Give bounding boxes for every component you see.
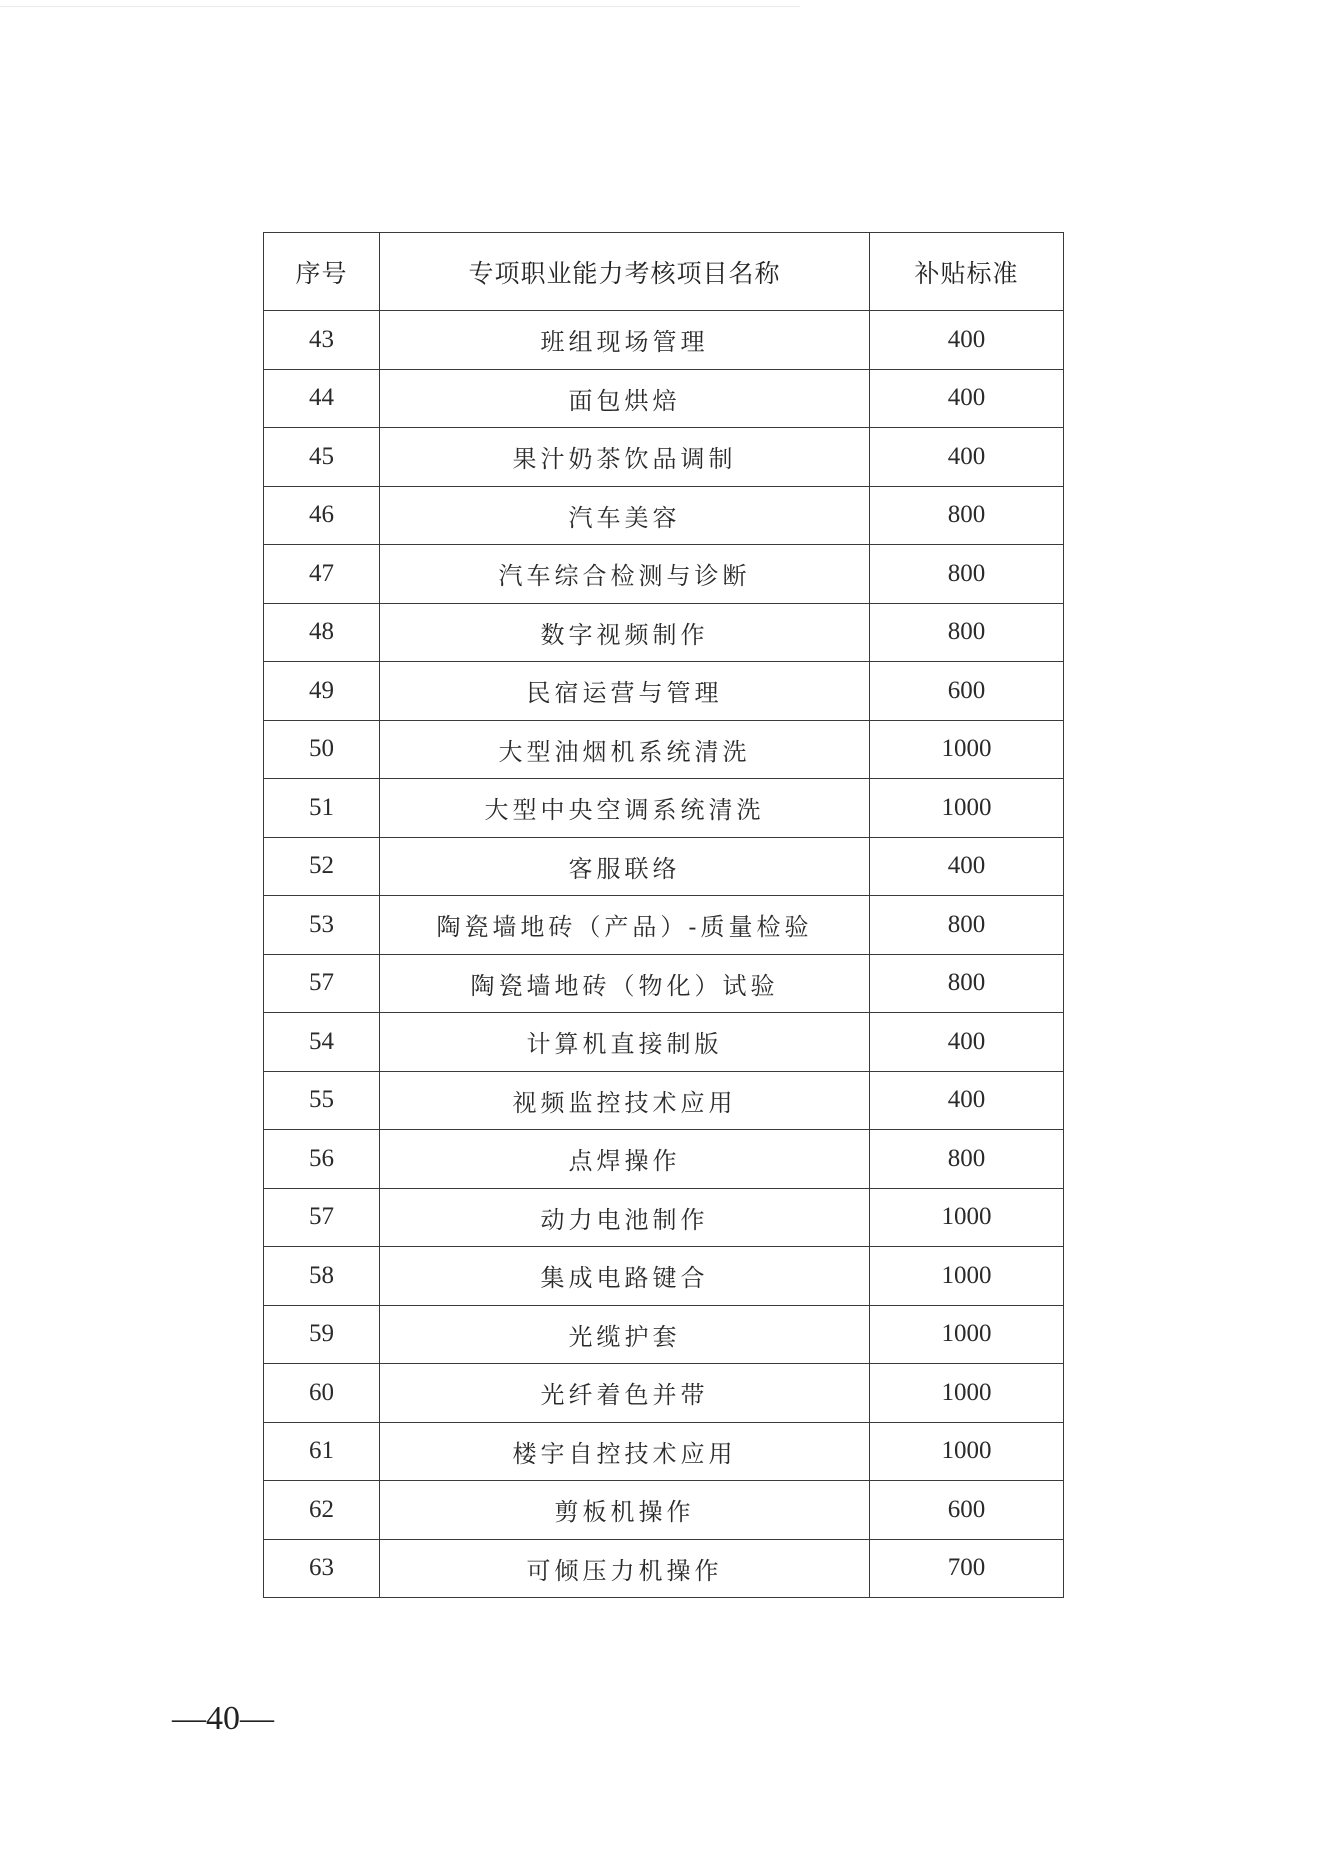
serial-number-cell: 45 xyxy=(264,428,380,487)
table-row xyxy=(264,1539,1064,1598)
project-name-cell: 动力电池制作 xyxy=(380,1188,870,1247)
subsidy-cell: 600 xyxy=(870,1481,1064,1540)
table-row xyxy=(264,1071,1064,1130)
project-name-cell: 果汁奶茶饮品调制 xyxy=(380,428,870,487)
subsidy-cell: 1000 xyxy=(870,720,1064,779)
serial-number-cell: 49 xyxy=(264,662,380,721)
project-name-cell: 面包烘焙 xyxy=(380,369,870,428)
serial-number-cell: 50 xyxy=(264,720,380,779)
project-name-cell: 客服联络 xyxy=(380,837,870,896)
project-name-cell: 视频监控技术应用 xyxy=(380,1071,870,1130)
table-row xyxy=(264,1247,1064,1306)
table-row xyxy=(264,369,1064,428)
page-number: —40— xyxy=(172,1700,274,1737)
serial-number-cell: 62 xyxy=(264,1481,380,1540)
subsidy-cell: 600 xyxy=(870,662,1064,721)
serial-number-cell: 43 xyxy=(264,311,380,370)
table-row xyxy=(264,954,1064,1013)
subsidy-cell: 800 xyxy=(870,603,1064,662)
serial-number-cell: 53 xyxy=(264,896,380,955)
project-name-cell: 可倾压力机操作 xyxy=(380,1539,870,1598)
table-row xyxy=(264,545,1064,604)
table-row xyxy=(264,1188,1064,1247)
table-row xyxy=(264,720,1064,779)
project-name-cell: 大型中央空调系统清洗 xyxy=(380,779,870,838)
subsidy-cell: 400 xyxy=(870,1071,1064,1130)
header-serial-number: 序号 xyxy=(264,233,380,311)
serial-number-cell: 52 xyxy=(264,837,380,896)
subsidy-cell: 400 xyxy=(870,369,1064,428)
project-name-cell: 大型油烟机系统清洗 xyxy=(380,720,870,779)
subsidy-cell: 800 xyxy=(870,896,1064,955)
subsidy-table xyxy=(263,232,1064,1598)
project-name-cell: 剪板机操作 xyxy=(380,1481,870,1540)
serial-number-cell: 44 xyxy=(264,369,380,428)
serial-number-cell: 57 xyxy=(264,1188,380,1247)
page-edge-line xyxy=(0,6,800,7)
subsidy-cell: 1000 xyxy=(870,1188,1064,1247)
subsidy-cell: 400 xyxy=(870,428,1064,487)
table-row xyxy=(264,1130,1064,1189)
table-row xyxy=(264,662,1064,721)
subsidy-cell: 800 xyxy=(870,545,1064,604)
serial-number-cell: 54 xyxy=(264,1013,380,1072)
subsidy-cell: 400 xyxy=(870,1013,1064,1072)
serial-number-cell: 59 xyxy=(264,1305,380,1364)
table-row xyxy=(264,779,1064,838)
serial-number-cell: 63 xyxy=(264,1539,380,1598)
table-header-row xyxy=(264,233,1064,311)
table-row xyxy=(264,1481,1064,1540)
table-row xyxy=(264,603,1064,662)
subsidy-table-container xyxy=(263,232,1063,1598)
table-body xyxy=(264,311,1064,1598)
project-name-cell: 民宿运营与管理 xyxy=(380,662,870,721)
project-name-cell: 汽车综合检测与诊断 xyxy=(380,545,870,604)
project-name-cell: 数字视频制作 xyxy=(380,603,870,662)
serial-number-cell: 57 xyxy=(264,954,380,1013)
subsidy-cell: 1000 xyxy=(870,779,1064,838)
project-name-cell: 陶瓷墙地砖（物化）试验 xyxy=(380,954,870,1013)
project-name-cell: 光纤着色并带 xyxy=(380,1364,870,1423)
serial-number-cell: 61 xyxy=(264,1422,380,1481)
table-row xyxy=(264,896,1064,955)
subsidy-cell: 1000 xyxy=(870,1422,1064,1481)
subsidy-cell: 800 xyxy=(870,486,1064,545)
serial-number-cell: 46 xyxy=(264,486,380,545)
header-subsidy-standard: 补贴标准 xyxy=(870,233,1064,311)
serial-number-cell: 60 xyxy=(264,1364,380,1423)
subsidy-cell: 1000 xyxy=(870,1364,1064,1423)
serial-number-cell: 55 xyxy=(264,1071,380,1130)
project-name-cell: 汽车美容 xyxy=(380,486,870,545)
subsidy-cell: 800 xyxy=(870,954,1064,1013)
project-name-cell: 集成电路键合 xyxy=(380,1247,870,1306)
table-row xyxy=(264,1422,1064,1481)
table-row xyxy=(264,837,1064,896)
table-row xyxy=(264,311,1064,370)
subsidy-cell: 800 xyxy=(870,1130,1064,1189)
table-row xyxy=(264,1364,1064,1423)
subsidy-cell: 700 xyxy=(870,1539,1064,1598)
table-row xyxy=(264,1013,1064,1072)
header-project-name: 专项职业能力考核项目名称 xyxy=(380,233,870,311)
serial-number-cell: 58 xyxy=(264,1247,380,1306)
subsidy-cell: 400 xyxy=(870,837,1064,896)
subsidy-cell: 1000 xyxy=(870,1247,1064,1306)
table-row xyxy=(264,486,1064,545)
table-row xyxy=(264,428,1064,487)
serial-number-cell: 48 xyxy=(264,603,380,662)
project-name-cell: 计算机直接制版 xyxy=(380,1013,870,1072)
project-name-cell: 班组现场管理 xyxy=(380,311,870,370)
project-name-cell: 楼宇自控技术应用 xyxy=(380,1422,870,1481)
subsidy-cell: 400 xyxy=(870,311,1064,370)
serial-number-cell: 51 xyxy=(264,779,380,838)
table-row xyxy=(264,1305,1064,1364)
subsidy-cell: 1000 xyxy=(870,1305,1064,1364)
project-name-cell: 陶瓷墙地砖（产品）-质量检验 xyxy=(380,896,870,955)
project-name-cell: 点焊操作 xyxy=(380,1130,870,1189)
serial-number-cell: 47 xyxy=(264,545,380,604)
serial-number-cell: 56 xyxy=(264,1130,380,1189)
project-name-cell: 光缆护套 xyxy=(380,1305,870,1364)
